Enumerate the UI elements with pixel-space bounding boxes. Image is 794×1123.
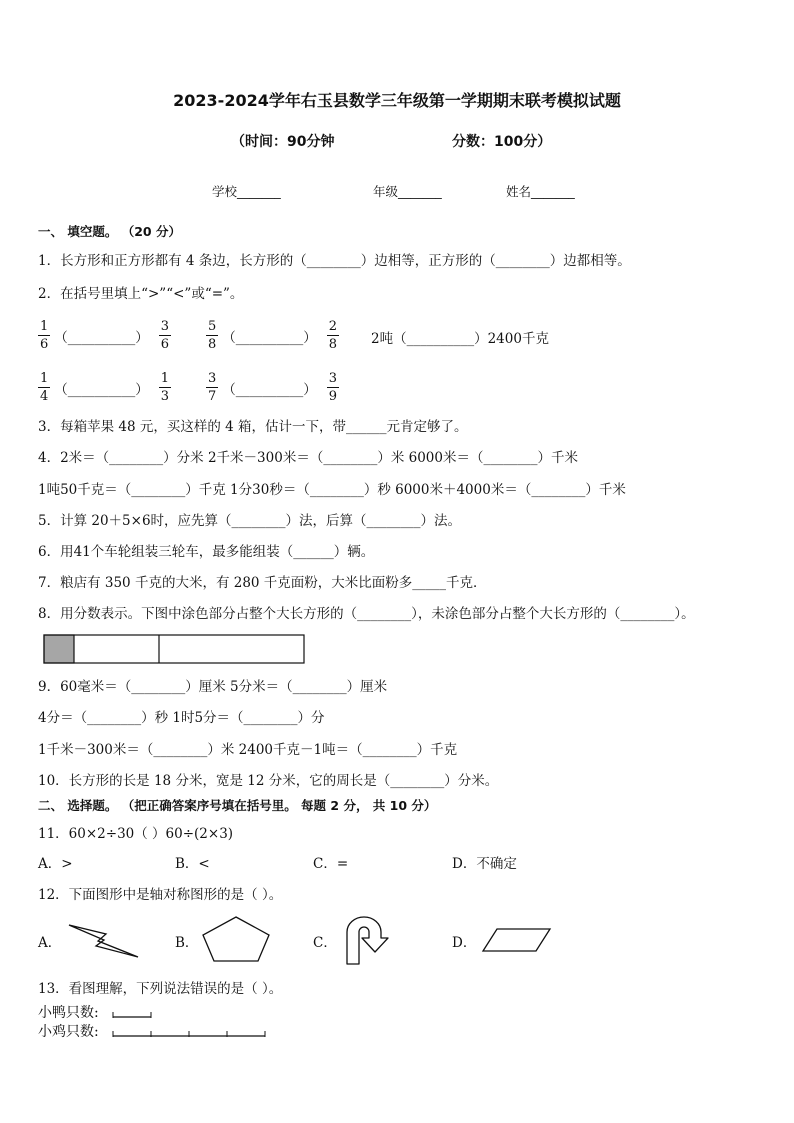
option-d[interactable]: D．不确定 <box>452 856 517 872</box>
shaded-part <box>44 635 74 663</box>
fraction: $\frac{1}{4}$ <box>40 371 49 404</box>
question-12: 12．下面图形中是轴对称图形的是（ ）。 <box>38 887 283 903</box>
option-b[interactable]: B．< <box>175 856 210 872</box>
fraction: $\frac{3}{6}$ <box>160 319 170 352</box>
shape-option-d-label[interactable]: D． <box>452 935 477 951</box>
fraction-compare-1 <box>38 318 171 353</box>
fraction: $\frac{1}{3}$ <box>160 371 170 404</box>
lightning-icon[interactable] <box>66 919 142 961</box>
shape-option-a-label[interactable]: A． <box>38 935 62 951</box>
question-9-line1: 9．60毫米＝（________）厘米 5分米＝（________）厘米 <box>38 679 388 695</box>
question-9-line3: 1千米－300米＝（________）米 2400千克－1吨＝（________）千克 <box>38 742 458 758</box>
section1-heading: 一、 填空题。 （20 分） <box>38 224 181 239</box>
question-5: 5．计算 20＋5×6时，应先算（________）法，后算（________）法。 <box>38 513 462 529</box>
section2-heading: 二、 选择题。 （把正确答案序号填在括号里。 每题 2 分， 共 10 分） <box>38 798 437 813</box>
question-10: 10．长方形的长是 18 分米，宽是 12 分米，它的周长是（________）分米。 <box>38 773 499 789</box>
question-4-line2: 1吨50千克＝（________）千克 1分30秒＝（________）秒 6000米＋4000米＝（________）千米 <box>38 482 626 498</box>
question-13: 13．看图理解，下列说法错误的是（ ）。 <box>38 981 283 997</box>
outer-rectangle <box>44 635 304 663</box>
question-4-line1: 4．2米＝（________）分米 2千米－300米＝（________）米 6000米＝（________）千米 <box>38 450 578 466</box>
fraction: $\frac{3}{9}$ <box>328 371 338 404</box>
question-6: 6．用41个车轮组装三轮车，最多能组装（______）辆。 <box>38 544 375 560</box>
pentagon-icon[interactable] <box>199 914 273 964</box>
question-9-line2: 4分＝（________）秒 1时5分＝（________）分 <box>38 710 325 726</box>
option-a[interactable]: A．> <box>38 856 73 872</box>
fraction: $\frac{5}{8}$ <box>208 319 217 352</box>
fraction-compare-4 <box>206 370 339 405</box>
fraction: $\frac{3}{7}$ <box>208 371 217 404</box>
fraction: $\frac{1}{6}$ <box>40 319 49 352</box>
chick-count-label: 小鸡只数: <box>38 1024 99 1040</box>
grade-field[interactable]: 年级_______ <box>373 184 442 199</box>
exam-time: （时间：90分钟 <box>231 134 335 150</box>
shape-option-c-label[interactable]: C． <box>313 935 337 951</box>
question-1: 1．长方形和正方形都有 4 条边，长方形的（________）边相等，正方形的（________）边都相等。 <box>38 253 631 269</box>
answer-blank[interactable]: （__________） <box>222 381 317 398</box>
fraction-compare-3 <box>38 370 171 405</box>
answer-blank[interactable]: （__________） <box>54 381 149 398</box>
fraction-compare-2 <box>206 318 339 353</box>
shape-option-b-label[interactable]: B． <box>175 935 199 951</box>
answer-blank[interactable]: （__________） <box>222 329 317 346</box>
fraction-rectangle-figure <box>43 634 307 666</box>
parallelogram-icon[interactable] <box>481 926 553 954</box>
chick-bar <box>112 1027 268 1039</box>
question-2: 2．在括号里填上“>”“<”或“=”。 <box>38 286 244 302</box>
question-11: 11．60×2÷30（ ）60÷(2×3) <box>38 826 234 842</box>
fraction: $\frac{2}{8}$ <box>328 319 338 352</box>
question-7: 7．粮店有 350 千克的大米，有 280 千克面粉，大米比面粉多_____千克． <box>38 575 487 591</box>
question-3: 3．每箱苹果 48 元，买这样的 4 箱，估计一下，带______元肯定够了。 <box>38 419 468 435</box>
exam-score: 分数：100分） <box>452 134 552 150</box>
answer-blank[interactable]: （__________） <box>54 329 149 346</box>
question-8: 8．用分数表示。下图中涂色部分占整个大长方形的（________），未涂色部分占整个大长方形的（________）。 <box>38 606 695 622</box>
school-field[interactable]: 学校_______ <box>212 184 281 199</box>
duck-bar <box>112 1008 154 1020</box>
u-turn-arrow-icon[interactable] <box>342 914 398 966</box>
weight-compare[interactable]: 2吨（__________）2400千克 <box>371 331 549 347</box>
page-title: 2023-2024学年右玉县数学三年级第一学期期末联考模拟试题 <box>173 91 621 110</box>
duck-count-label: 小鸭只数: <box>38 1005 99 1021</box>
option-c[interactable]: C．= <box>313 856 349 872</box>
name-field[interactable]: 姓名_______ <box>506 184 575 199</box>
